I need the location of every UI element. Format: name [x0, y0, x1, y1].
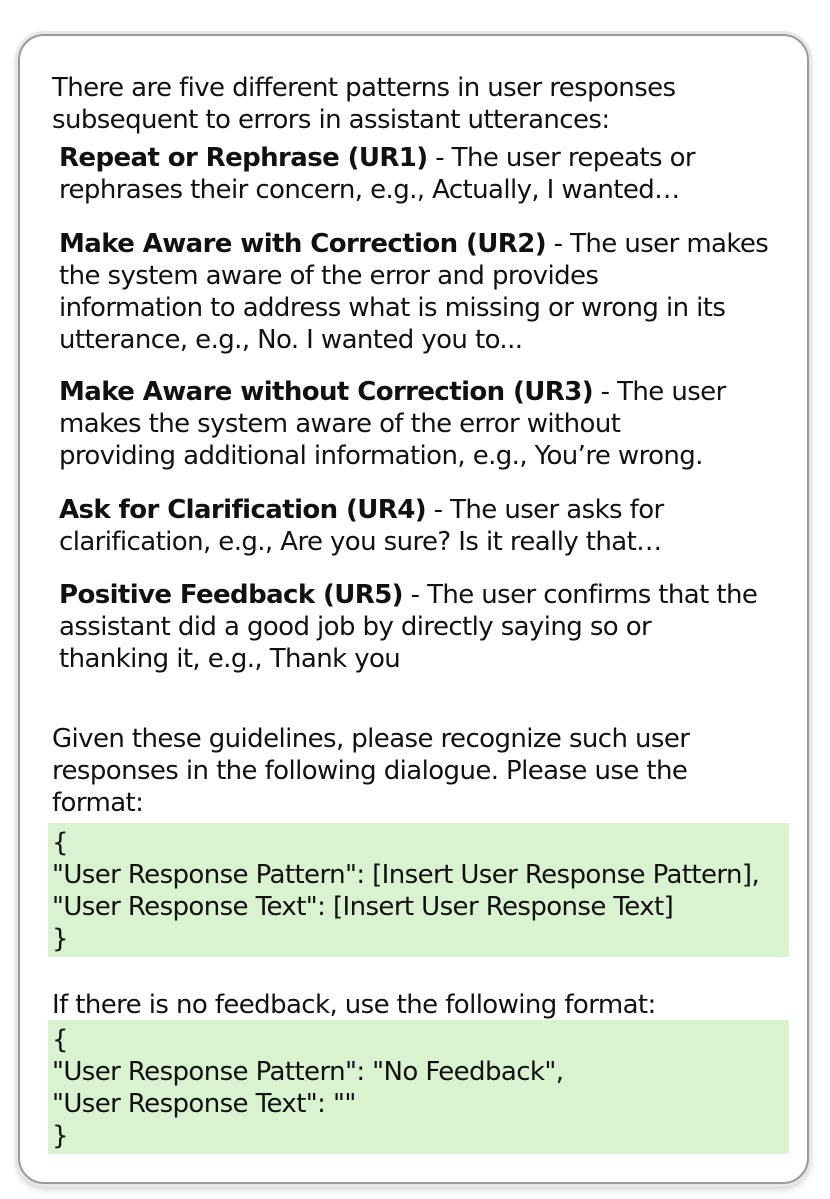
- pattern-desc: providing additional information, e.g., You’re wrong.: [59, 441, 703, 471]
- code-line: {: [52, 1025, 68, 1055]
- code-line: "User Response Text": [Insert User Response Text]: [52, 892, 674, 922]
- pattern-desc: assistant did a good job by directly saying so or: [59, 612, 652, 642]
- pattern-desc: - The user makes: [546, 229, 769, 259]
- pattern-desc: thanking it, e.g., Thank you: [59, 644, 401, 674]
- format-code-block: [48, 823, 789, 957]
- pattern-desc: rephrases their concern, e.g., Actually, I wanted…: [59, 175, 680, 205]
- instruction-line: Given these guidelines, please recognize such user: [52, 724, 690, 754]
- pattern-desc: - The user: [593, 377, 726, 407]
- instruction-line: format:: [52, 788, 144, 818]
- code-line: {: [52, 828, 68, 858]
- instruction-line: responses in the following dialogue. Please use the: [52, 756, 688, 786]
- pattern-desc: clarification, e.g., Are you sure? Is it really that…: [59, 527, 662, 557]
- pattern-title: Positive Feedback (UR5): [59, 580, 403, 610]
- pattern-desc: - The user confirms that the: [402, 580, 758, 610]
- pattern-ur4: [59, 494, 664, 558]
- pattern-ur3: [59, 376, 726, 472]
- code-line: "User Response Text": "": [52, 1089, 356, 1119]
- pattern-ur1: [59, 142, 695, 206]
- pattern-ur5: [59, 579, 757, 675]
- code-line: "User Response Pattern": "No Feedback",: [52, 1057, 564, 1087]
- pattern-title: Make Aware without Correction (UR3): [59, 377, 594, 407]
- code-line: "User Response Pattern": [Insert User Response Pattern],: [52, 860, 760, 890]
- pattern-title: Ask for Clarification (UR4): [59, 495, 426, 525]
- pattern-desc: - The user repeats or: [427, 143, 696, 173]
- intro-text: [52, 72, 675, 136]
- code-line: }: [52, 924, 68, 954]
- pattern-desc: utterance, e.g., No. I wanted you to...: [59, 325, 523, 355]
- no-feedback-instruction: If there is no feedback, use the following format:: [52, 990, 656, 1020]
- no-feedback-code-block: [48, 1020, 789, 1154]
- pattern-title: Make Aware with Correction (UR2): [59, 229, 547, 259]
- instruction-text: [52, 723, 689, 819]
- pattern-desc: information to address what is missing or wrong in its: [59, 293, 726, 323]
- pattern-title: Repeat or Rephrase (UR1): [59, 143, 428, 173]
- code-line: }: [52, 1121, 68, 1151]
- pattern-desc: the system aware of the error and provides: [59, 261, 599, 291]
- pattern-ur2: [59, 228, 768, 356]
- intro-line: subsequent to errors in assistant utterances:: [52, 105, 610, 135]
- intro-line: There are five different patterns in user responses: [52, 73, 676, 103]
- pattern-desc: makes the system aware of the error without: [59, 409, 621, 439]
- pattern-desc: - The user asks for: [426, 495, 664, 525]
